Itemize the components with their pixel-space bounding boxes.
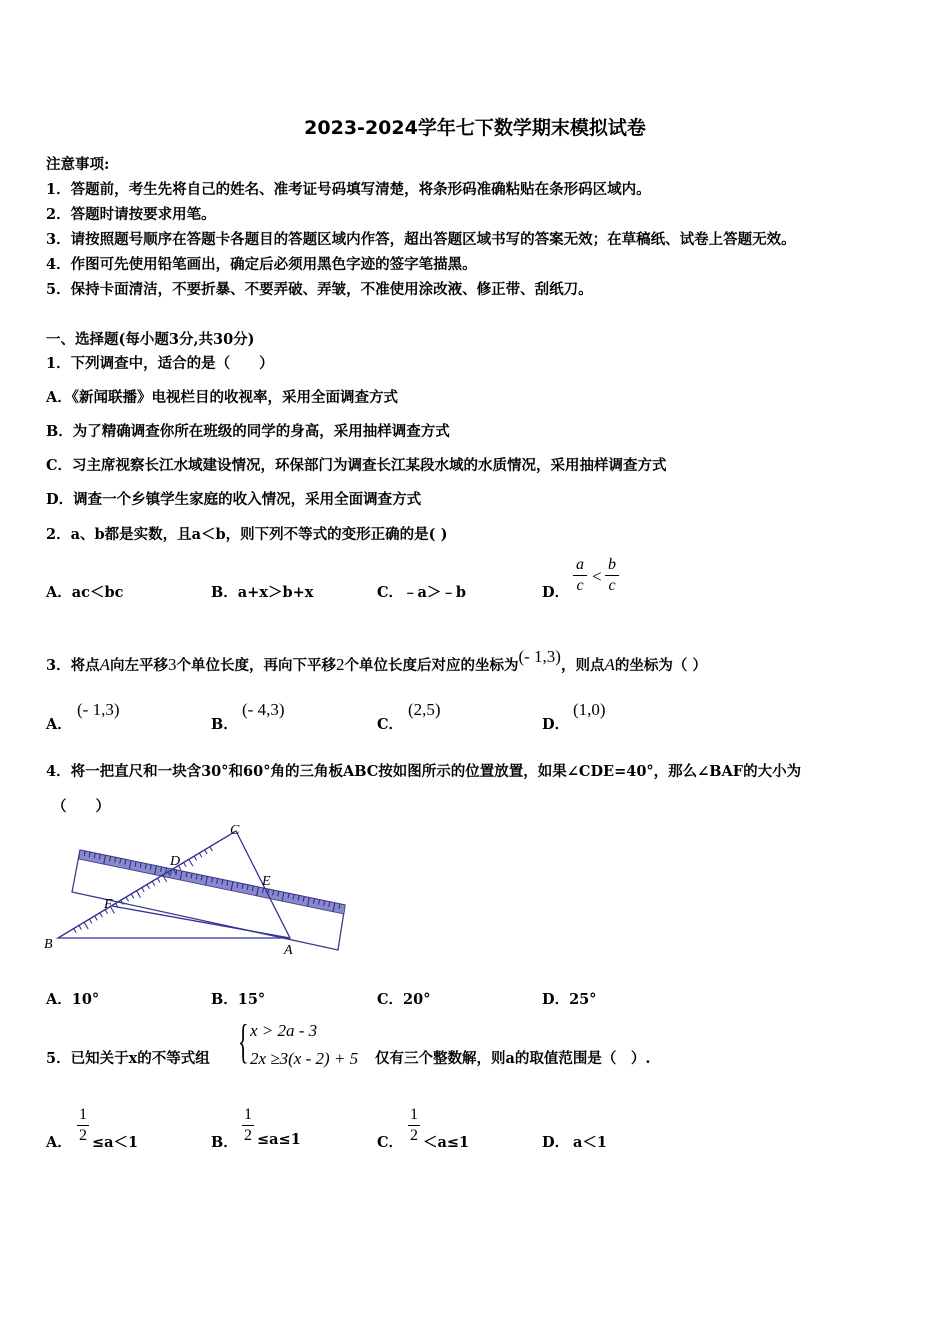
- question-2-fraction-a-over-c: a c: [573, 556, 587, 595]
- question-2-fraction-b-over-c: b c: [605, 556, 619, 595]
- triangle-tick: [95, 916, 98, 920]
- question-2-option-b: B．a+x＞b+x: [211, 584, 314, 601]
- question-3-option-a-value: (- 1,3): [77, 700, 120, 719]
- notice-item: 1．答题前，考生先将自己的姓名、准考证号码填写清楚，将条形码准确粘贴在条形码区域内。: [46, 181, 651, 198]
- triangle-tick: [189, 859, 193, 866]
- question-5-option-b-label: B．: [211, 1134, 238, 1151]
- triangle-tick: [74, 929, 77, 933]
- question-4-option-d: D．25°: [542, 991, 597, 1008]
- label-c: C: [230, 823, 240, 838]
- label-f: F: [104, 897, 113, 912]
- question-2-stem: 2．a、b都是实数，且a＜b，则下列不等式的变形正确的是( ): [46, 526, 448, 543]
- triangle-tick: [194, 856, 197, 860]
- question-3-option-c-label: C．: [377, 716, 404, 733]
- question-3-option-b-value: (- 4,3): [242, 700, 285, 719]
- question-3-option-d-label: D．: [542, 716, 570, 733]
- question-4-option-a: A．10°: [46, 991, 100, 1008]
- notice-heading: 注意事项:: [46, 156, 110, 173]
- label-e: E: [262, 874, 271, 889]
- label-b: B: [44, 937, 53, 952]
- triangle-tick: [79, 925, 82, 929]
- page-title: 2023-2024学年七下数学期末模拟试卷: [304, 117, 646, 139]
- section-heading: 一、选择题(每小题3分,共30分): [46, 331, 255, 348]
- question-5-option-c-rest: ＜a≤1: [423, 1134, 470, 1151]
- question-1-stem: 1．下列调查中，适合的是（ ）: [46, 355, 274, 372]
- question-3-option-d-value: (1,0): [573, 700, 606, 719]
- notice-item: 2．答题时请按要求用笔。: [46, 206, 216, 223]
- question-5-option-a-half: 1 2: [79, 1106, 87, 1144]
- question-3-stem: 3．将点A向左平移3个单位长度，再向下平移2个单位长度后对应的坐标为(- 1,3)，则点A的坐标为（ ）: [46, 647, 707, 674]
- question-2-less-than: <: [592, 567, 602, 586]
- triangle-tick: [210, 847, 213, 851]
- question-5-option-a-rest: ≤a＜1: [92, 1134, 139, 1151]
- system-line-2: 2x ≥3(x - 2) + 5: [250, 1049, 359, 1068]
- question-3-option-a-label: A．: [46, 716, 72, 733]
- question-2-option-a: A．ac＜bc: [46, 584, 124, 601]
- notice-item: 4．作图可先使用铅笔画出，确定后必须用黑色字迹的签字笔描黑。: [46, 256, 477, 273]
- question-2-option-c: C．﹣a＞﹣b: [377, 584, 467, 601]
- question-5-stem-start: 5．已知关于x的不等式组: [46, 1050, 210, 1067]
- question-4-paren: （ ）: [52, 798, 110, 815]
- question-5-option-c-label: C．: [377, 1134, 404, 1151]
- ruler-triangle-figure: [40, 820, 360, 960]
- question-4-stem: 4．将一把直尺和一块含30°和60°角的三角板ABC按如图所示的位置放置，如果∠CDE=40°，那么∠BAF的大小为: [46, 763, 802, 780]
- label-a: A: [284, 943, 293, 958]
- triangle-tick: [205, 850, 208, 854]
- question-5-option-c-half: 1 2: [410, 1106, 418, 1144]
- question-1-option-a: A．《新闻联播》电视栏目的收视率，采用全面调查方式: [46, 389, 398, 406]
- question-5-option-b-rest: ≤a≤1: [257, 1131, 301, 1148]
- question-1-option-b: B．为了精确调查你所在班级的同学的身高，采用抽样调查方式: [46, 423, 450, 440]
- question-5-option-b-half: 1 2: [244, 1106, 252, 1144]
- triangle-tick: [100, 913, 103, 917]
- question-4-option-b: B．15°: [211, 991, 266, 1008]
- triangle-tick: [84, 922, 88, 929]
- notice-item: 5．保持卡面清洁，不要折暴、不要弄破、弄皱，不准使用涂改液、修正带、刮纸刀。: [46, 281, 593, 298]
- question-3-option-c-value: (2,5): [408, 700, 441, 719]
- label-d: D: [170, 854, 181, 869]
- system-brace: {: [238, 1015, 249, 1068]
- notice-item: 3．请按照题号顺序在答题卡各题目的答题区域内作答，超出答题区域书写的答案无效；在草稿纸、试卷上答题无效。: [46, 231, 796, 248]
- question-5-option-a-label: A．: [46, 1134, 72, 1151]
- triangle-tick: [89, 919, 92, 923]
- triangle-tick: [199, 853, 202, 857]
- question-5-stem-end: 仅有三个整数解，则a的取值范围是（ ）.: [375, 1050, 651, 1067]
- question-5-option-d-label: D．: [542, 1134, 570, 1151]
- question-3-option-b-label: B．: [211, 716, 238, 733]
- question-1-option-c: C．习主席视察长江水域建设情况，环保部门为调查长江某段水域的水质情况，采用抽样调查方式: [46, 457, 667, 474]
- triangle-tick: [184, 862, 187, 866]
- system-line-1: x > 2a - 3: [250, 1021, 318, 1040]
- question-5-option-d-rest: a＜1: [573, 1134, 607, 1151]
- question-4-option-c: C．20°: [377, 991, 431, 1008]
- question-2-option-d-label: D．: [542, 584, 570, 601]
- question-1-option-d: D．调查一个乡镇学生家庭的收入情况，采用全面调查方式: [46, 491, 422, 508]
